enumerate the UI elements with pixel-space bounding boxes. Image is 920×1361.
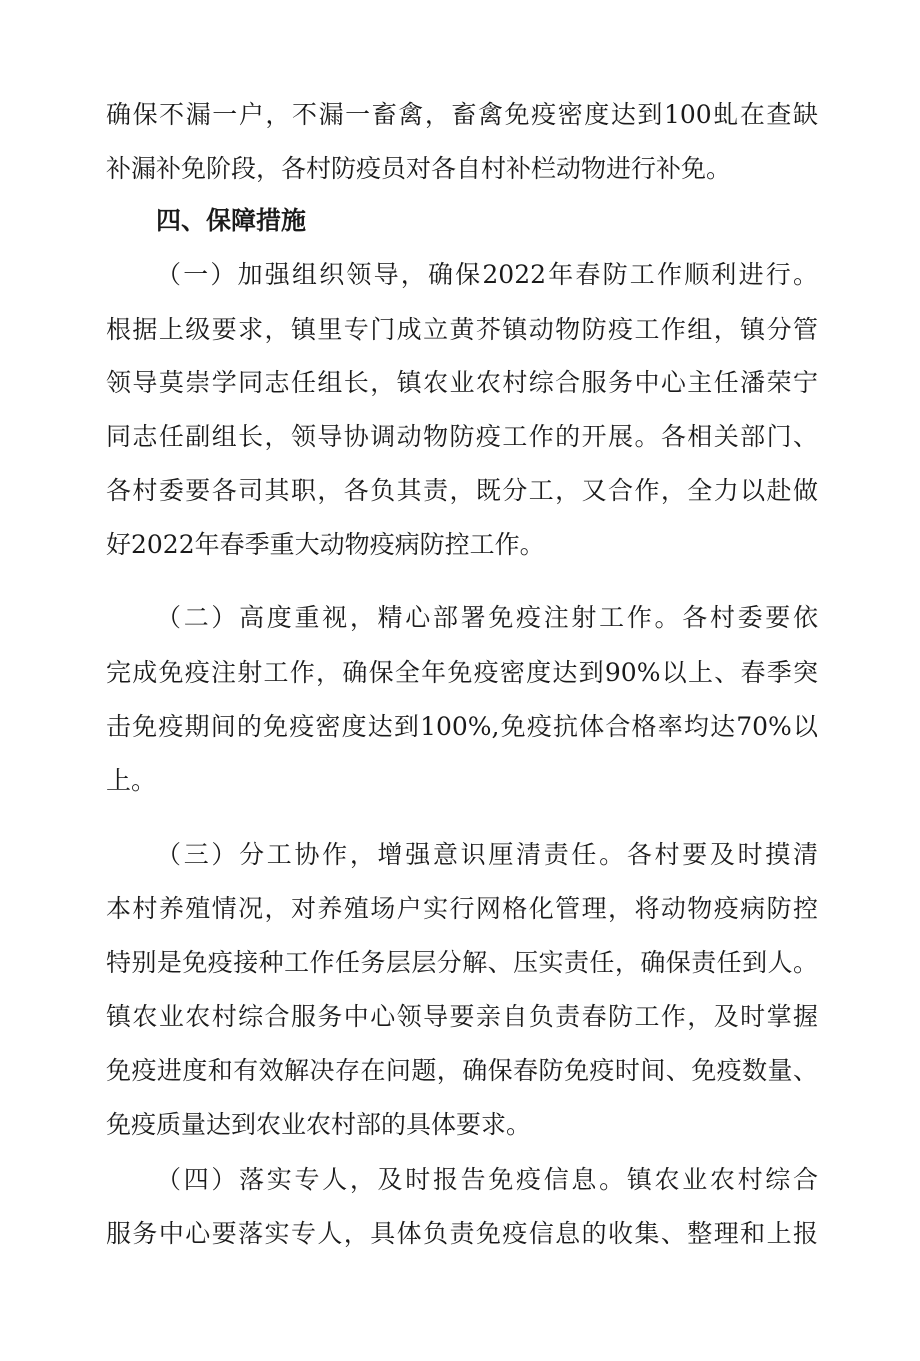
paragraph-line: 本村养殖情况，对养殖场户实行网格化管理，将动物疫病防控 xyxy=(106,894,818,923)
paragraph-line: （四）落实专人，及时报告免疫信息。镇农业农村综合 xyxy=(156,1165,818,1194)
paragraph-line: 镇农业农村综合服务中心领导要亲自负责春防工作，及时掌握 xyxy=(106,1002,818,1031)
paragraph-line: （一）加强组织领导，确保2022年春防工作顺利进行。 xyxy=(156,260,818,289)
paragraph-line: （二）高度重视，精心部署免疫注射工作。各村委要依 xyxy=(156,603,818,632)
paragraph-line: 免疫质量达到农业农村部的具体要求。 xyxy=(106,1110,532,1139)
paragraph-line: 好2022年春季重大动物疫病防控工作。 xyxy=(106,530,545,559)
paragraph-line: 领导莫崇学同志任组长，镇农业农村综合服务中心主任潘荣宁 xyxy=(106,368,818,397)
section-heading: 四、保障措施 xyxy=(156,206,307,235)
paragraph-line: 完成免疫注射工作，确保全年免疫密度达到90%以上、春季突 xyxy=(106,658,818,687)
body-line: 确保不漏一户，不漏一畜禽，畜禽免疫密度达到100虬在查缺 xyxy=(106,100,818,129)
paragraph-line: 各村委要各司其职，各负其责，既分工，又合作，全力以赴做 xyxy=(106,476,818,505)
paragraph-line: 根据上级要求，镇里专门成立黄芥镇动物防疫工作组，镇分管 xyxy=(106,315,818,344)
body-line: 补漏补免阶段，各村防疫员对各自村补栏动物进行补免。 xyxy=(106,154,732,183)
paragraph-line: 击免疫期间的免疫密度达到100%,免疫抗体合格率均达70%以 xyxy=(106,712,818,741)
paragraph-line: 同志任副组长，领导协调动物防疫工作的开展。各相关部门、 xyxy=(106,422,818,451)
paragraph-line: 特别是免疫接种工作任务层层分解、压实责任，确保责任到人。 xyxy=(106,948,818,977)
paragraph-line: 服务中心要落实专人，具体负责免疫信息的收集、整理和上报 xyxy=(106,1219,818,1248)
paragraph-line: 免疫进度和有效解决存在问题，确保春防免疫时间、免疫数量、 xyxy=(106,1056,818,1085)
paragraph-line: 上。 xyxy=(106,766,157,795)
paragraph-line: （三）分工协作，增强意识厘清责任。各村要及时摸清 xyxy=(156,840,818,869)
